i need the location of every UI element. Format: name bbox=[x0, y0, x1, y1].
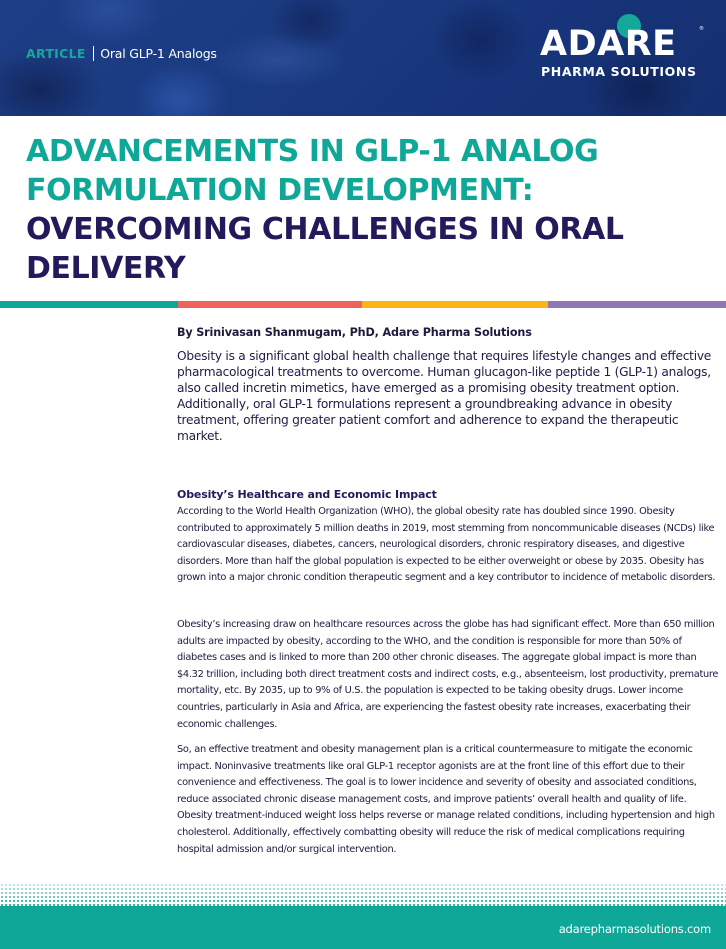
registered-mark: ® bbox=[699, 26, 704, 32]
divider-purple bbox=[548, 301, 726, 308]
article-intro bbox=[177, 326, 713, 444]
label-divider bbox=[93, 46, 95, 61]
footer-url-link[interactable]: adarepharmasolutions.com bbox=[558, 922, 711, 936]
title-line-1: ADVANCEMENTS IN GLP-1 ANALOG bbox=[26, 134, 599, 169]
article-topic: Oral GLP-1 Analogs bbox=[100, 46, 217, 61]
intro-paragraph: Obesity is a significant global health challenge that requires lifestyle changes and effective pharmacological treatments to overcome. Human glucagon-like peptide 1 (GLP-1) analogs, also called incretin mimetics, have emerged as a promising obesity treatment option. Additionally, oral GLP-1 formulations represent a groundbreaking advance in obesity treatment, offering greater patient comfort and adherence to expand the therapeutic market. bbox=[177, 349, 712, 443]
body-paragraph: Obesity’s increasing draw on healthcare resources across the globe has had significant effect. More than 650 million adults are impacted by obesity, according to the WHO, and the condition is responsible for more than 50% of diabetes cases and is linked to more than 200 other chronic diseases. The aggregate global impact is more than $4.32 trillion, including both direct treatment costs and indirect costs, e.g., absenteeism, lost productivity, premature mortality, etc. By 2035, up to 9% of U.S. the population is expected to be taking obesity drugs. Lower income countries, particularly in Asia and Africa, are experiencing the fastest obesity rate increases, exacerbating their economic challenges. bbox=[177, 619, 719, 730]
article-label bbox=[26, 46, 217, 61]
divider-teal bbox=[0, 301, 178, 308]
title-line-4: DELIVERY bbox=[26, 251, 186, 286]
color-divider bbox=[0, 301, 726, 308]
title-line-3: OVERCOMING CHALLENGES IN ORAL bbox=[26, 212, 624, 247]
title-line-2: FORMULATION DEVELOPMENT: bbox=[26, 173, 534, 208]
divider-yellow bbox=[362, 301, 548, 308]
body-paragraph: So, an effective treatment and obesity management plan is a critical countermeasure to mitigate the economic impact. Noninvasive treatments like oral GLP-1 receptor agonists are at the front line of this effort due to their convenience and effectiveness. The goal is to lower incidence and severity of obesity and associated conditions, reduce associated chronic disease management costs, and improve patients’ overall health and quality of life. Obesity treatment-induced weight loss helps reverse or manage related conditions, including hypertension and high cholesterol. Additionally, effectively combatting obesity will reduce the risk of medical complications requiring hospital admission and/or surgical intervention. bbox=[177, 744, 715, 855]
page-title bbox=[26, 132, 706, 288]
logo-subtitle: PHARMA SOLUTIONS bbox=[541, 64, 697, 79]
byline: By Srinivasan Shanmugam, PhD, Adare Pharma Solutions bbox=[177, 326, 532, 339]
section-heading: Obesity’s Healthcare and Economic Impact bbox=[177, 488, 437, 501]
logo-wordmark: ADARE bbox=[540, 24, 677, 64]
article-tag: ARTICLE bbox=[26, 46, 86, 61]
footer bbox=[0, 906, 726, 949]
divider-coral bbox=[178, 301, 362, 308]
footer-dot-pattern bbox=[0, 883, 726, 906]
body-paragraph: According to the World Health Organization (WHO), the global obesity rate has doubled since 1990. Obesity contributed to approximately 5 million deaths in 2019, most stemming from noncommunicable diseases (NCDs) like cardiovascular diseases, diabetes, cancers, neurological disorders, chronic respiratory diseases, and digestive disorders. More than half the global population is expected to be either overweight or obese by 2035. Obesity has grown into a major chronic condition therapeutic segment and a key contributor to incidence of metabolic disorders. bbox=[177, 506, 716, 584]
adare-logo bbox=[540, 14, 710, 84]
header-banner bbox=[0, 0, 726, 116]
